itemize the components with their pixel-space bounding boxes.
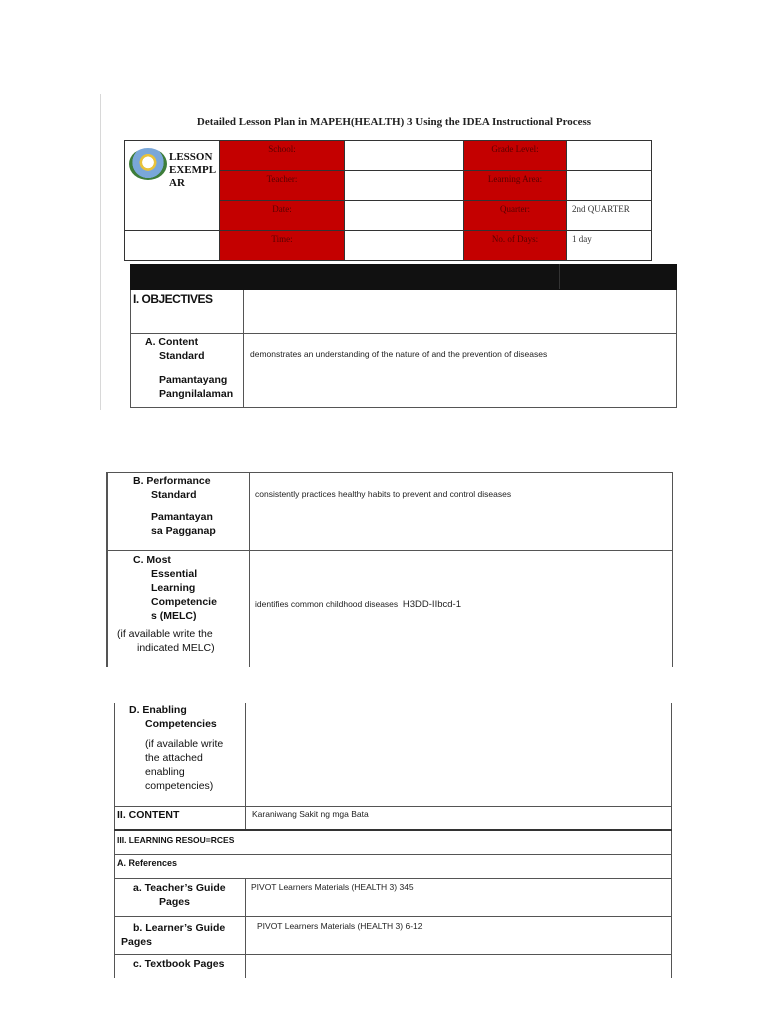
melc-code: H3DD-IIbcd-1	[402, 599, 461, 610]
learning-area-label: Learning Area:	[464, 171, 567, 201]
page-title: Detailed Lesson Plan in MAPEH(HEALTH) 3 Using the IDEA Instructional Process	[196, 116, 592, 128]
teachers-guide-label: a. Teacher’s Guide Pages	[115, 878, 246, 916]
quarter-label: Quarter:	[464, 201, 567, 231]
objectives-table-part3	[114, 703, 672, 978]
table-header-cell	[131, 265, 244, 290]
date-label: Date:	[220, 201, 345, 231]
deped-seal-icon	[129, 148, 167, 180]
school-label: School:	[220, 141, 345, 171]
learning-area-value	[567, 171, 652, 201]
objectives-table-part2	[106, 472, 673, 667]
time-value	[345, 231, 464, 261]
logo-cell	[125, 141, 220, 231]
learners-guide-label: b. Learner’s Guide Pages	[115, 916, 246, 954]
days-value: 1 day	[567, 231, 652, 261]
date-value	[345, 201, 464, 231]
objectives-table-part1	[130, 264, 677, 408]
content-label: II. CONTENT	[115, 806, 246, 830]
enabling-competencies-label: D. Enabling Competencies (if available write the attached enabling competencies)	[115, 703, 246, 806]
days-label: No. of Days:	[464, 231, 567, 261]
content-standard-label: A. Content Standard Pamantayang Pangnilalaman	[131, 334, 244, 408]
textbook-pages-label: c. Textbook Pages	[115, 954, 246, 978]
learners-guide-value: PIVOT Learners Materials (HEALTH 3) 6-12	[246, 916, 672, 954]
table-header-cell	[244, 265, 560, 290]
time-label: Time:	[220, 231, 345, 261]
page-edge-line	[100, 94, 101, 410]
table-header-cell	[560, 265, 677, 290]
header-info-table	[124, 140, 652, 261]
enabling-competencies-value	[246, 703, 672, 806]
empty-cell	[125, 231, 220, 261]
performance-standard-label: B. Performance Standard Pamantayan sa Pagganap	[107, 473, 250, 551]
grade-level-label: Grade Level:	[464, 141, 567, 171]
performance-standard-value: consistently practices healthy habits to prevent and control diseases	[250, 473, 673, 551]
lesson-exemplar-label: LESSON EXEMPL AR	[169, 151, 217, 189]
learning-resources-heading: III. LEARNING RESOU=RCES	[115, 830, 672, 854]
grade-level-value	[567, 141, 652, 171]
teachers-guide-value: PIVOT Learners Materials (HEALTH 3) 345	[246, 878, 672, 916]
objectives-value	[244, 290, 677, 334]
content-standard-value: demonstrates an understanding of the nature of and the prevention of diseases	[244, 334, 677, 408]
teacher-value	[345, 171, 464, 201]
school-value	[345, 141, 464, 171]
melc-label: C. Most Essential Learning Competencie s (MELC) (if available write the indicated MELC)	[107, 551, 250, 667]
textbook-pages-value	[246, 954, 672, 978]
objectives-heading: I. OBJECTIVES	[131, 290, 244, 334]
content-value: Karaniwang Sakit ng mga Bata	[246, 806, 672, 830]
quarter-value: 2nd QUARTER	[567, 201, 652, 231]
teacher-label: Teacher:	[220, 171, 345, 201]
melc-value: identifies common childhood diseases H3DD-IIbcd-1	[250, 551, 673, 667]
references-heading: A. References	[115, 854, 672, 878]
